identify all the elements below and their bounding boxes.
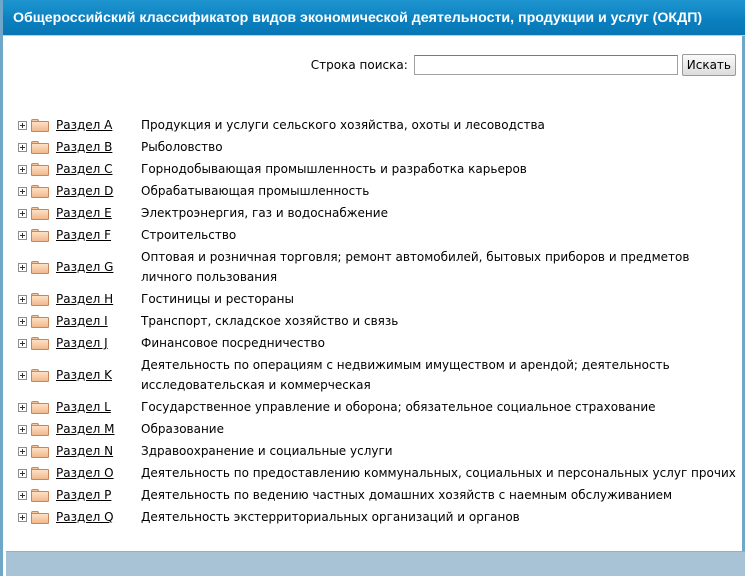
search-label: Строка поиска: bbox=[310, 58, 408, 72]
section-title: Электроэнергия, газ и водоснабжение bbox=[141, 206, 388, 220]
section-title: Строительство bbox=[141, 228, 237, 242]
section-link[interactable]: Раздел B bbox=[56, 140, 113, 154]
section-link[interactable]: Раздел D bbox=[56, 184, 114, 198]
expand-plus-icon[interactable] bbox=[18, 425, 27, 434]
expand-plus-icon[interactable] bbox=[18, 339, 27, 348]
folder-icon bbox=[31, 489, 49, 502]
section-row bbox=[18, 247, 740, 287]
section-link[interactable]: Раздел H bbox=[56, 292, 114, 306]
search-bar bbox=[311, 54, 736, 76]
section-title: Гостиницы и рестораны bbox=[141, 292, 294, 306]
section-title: Рыболовство bbox=[141, 140, 223, 154]
expand-plus-icon[interactable] bbox=[18, 403, 27, 412]
section-row bbox=[18, 203, 740, 223]
section-link[interactable]: Раздел Q bbox=[56, 510, 114, 524]
section-row bbox=[18, 311, 740, 331]
section-title: Деятельность экстерриториальных организаций и органов bbox=[141, 510, 520, 524]
section-link[interactable]: Раздел G bbox=[56, 260, 114, 274]
expand-plus-icon[interactable] bbox=[18, 371, 27, 380]
footer-bar bbox=[6, 551, 745, 576]
folder-icon bbox=[31, 163, 49, 176]
expand-plus-icon[interactable] bbox=[18, 447, 27, 456]
expand-plus-icon[interactable] bbox=[18, 209, 27, 218]
folder-icon bbox=[31, 229, 49, 242]
section-title: Здравоохранение и социальные услуги bbox=[141, 444, 393, 458]
expand-plus-icon[interactable] bbox=[18, 317, 27, 326]
section-link[interactable]: Раздел K bbox=[56, 368, 113, 382]
section-row bbox=[18, 159, 740, 179]
section-link[interactable]: Раздел J bbox=[56, 336, 108, 350]
expand-plus-icon[interactable] bbox=[18, 231, 27, 240]
expand-plus-icon[interactable] bbox=[18, 263, 27, 272]
section-link[interactable]: Раздел E bbox=[56, 206, 112, 220]
folder-icon bbox=[31, 337, 49, 350]
page-title: Общероссийский классификатор видов экономической деятельности, продукции и услуг (ОКДП) bbox=[3, 0, 745, 36]
section-row bbox=[18, 397, 740, 417]
folder-icon bbox=[31, 261, 49, 274]
section-row bbox=[18, 355, 740, 395]
expand-plus-icon[interactable] bbox=[18, 187, 27, 196]
section-row bbox=[18, 507, 740, 527]
folder-icon bbox=[31, 401, 49, 414]
section-link[interactable]: Раздел A bbox=[56, 118, 113, 132]
section-link[interactable]: Раздел P bbox=[56, 488, 112, 502]
expand-plus-icon[interactable] bbox=[18, 143, 27, 152]
folder-icon bbox=[31, 141, 49, 154]
search-button[interactable]: Искать bbox=[682, 54, 736, 76]
folder-icon bbox=[31, 293, 49, 306]
section-title: Обрабатывающая промышленность bbox=[141, 184, 370, 198]
section-row bbox=[18, 419, 740, 439]
expand-plus-icon[interactable] bbox=[18, 295, 27, 304]
section-title: Горнодобывающая промышленность и разработка карьеров bbox=[141, 162, 527, 176]
folder-icon bbox=[31, 207, 49, 220]
section-tree bbox=[18, 115, 740, 529]
section-row bbox=[18, 441, 740, 461]
section-title: Транспорт, складское хозяйство и связь bbox=[141, 314, 399, 328]
folder-icon bbox=[31, 511, 49, 524]
folder-icon bbox=[31, 185, 49, 198]
expand-plus-icon[interactable] bbox=[18, 469, 27, 478]
folder-icon bbox=[31, 423, 49, 436]
section-row bbox=[18, 225, 740, 245]
folder-icon bbox=[31, 467, 49, 480]
section-title: Деятельность по ведению частных домашних хозяйств с наемным обслуживанием bbox=[141, 488, 673, 502]
section-link[interactable]: Раздел O bbox=[56, 466, 114, 480]
expand-plus-icon[interactable] bbox=[18, 513, 27, 522]
section-row bbox=[18, 181, 740, 201]
expand-plus-icon[interactable] bbox=[18, 121, 27, 130]
folder-icon bbox=[31, 445, 49, 458]
section-link[interactable]: Раздел N bbox=[56, 444, 114, 458]
search-input[interactable] bbox=[414, 55, 678, 75]
section-row bbox=[18, 333, 740, 353]
section-title: Оптовая и розничная торговля; ремонт автомобилей, бытовых приборов и предметов личного пользования bbox=[141, 250, 690, 284]
expand-plus-icon[interactable] bbox=[18, 165, 27, 174]
section-title: Образование bbox=[141, 422, 224, 436]
section-row bbox=[18, 115, 740, 135]
section-title: Продукция и услуги сельского хозяйства, охоты и лесоводства bbox=[141, 118, 545, 132]
section-link[interactable]: Раздел C bbox=[56, 162, 113, 176]
section-row bbox=[18, 137, 740, 157]
expand-plus-icon[interactable] bbox=[18, 491, 27, 500]
folder-icon bbox=[31, 369, 49, 382]
section-link[interactable]: Раздел M bbox=[56, 422, 115, 436]
folder-icon bbox=[31, 119, 49, 132]
section-row bbox=[18, 289, 740, 309]
section-link[interactable]: Раздел F bbox=[56, 228, 112, 242]
section-title: Государственное управление и оборона; обязательное социальное страхование bbox=[141, 400, 656, 414]
section-row bbox=[18, 485, 740, 505]
section-title: Деятельность по операциям с недвижимым имуществом и арендой; деятельность исследовательская и коммерческая bbox=[141, 358, 670, 392]
section-title: Финансовое посредничество bbox=[141, 336, 325, 350]
section-row bbox=[18, 463, 740, 483]
section-link[interactable]: Раздел I bbox=[56, 314, 108, 328]
folder-icon bbox=[31, 315, 49, 328]
section-link[interactable]: Раздел L bbox=[56, 400, 111, 414]
section-title: Деятельность по предоставлению коммунальных, социальных и персональных услуг прочих bbox=[141, 466, 736, 480]
